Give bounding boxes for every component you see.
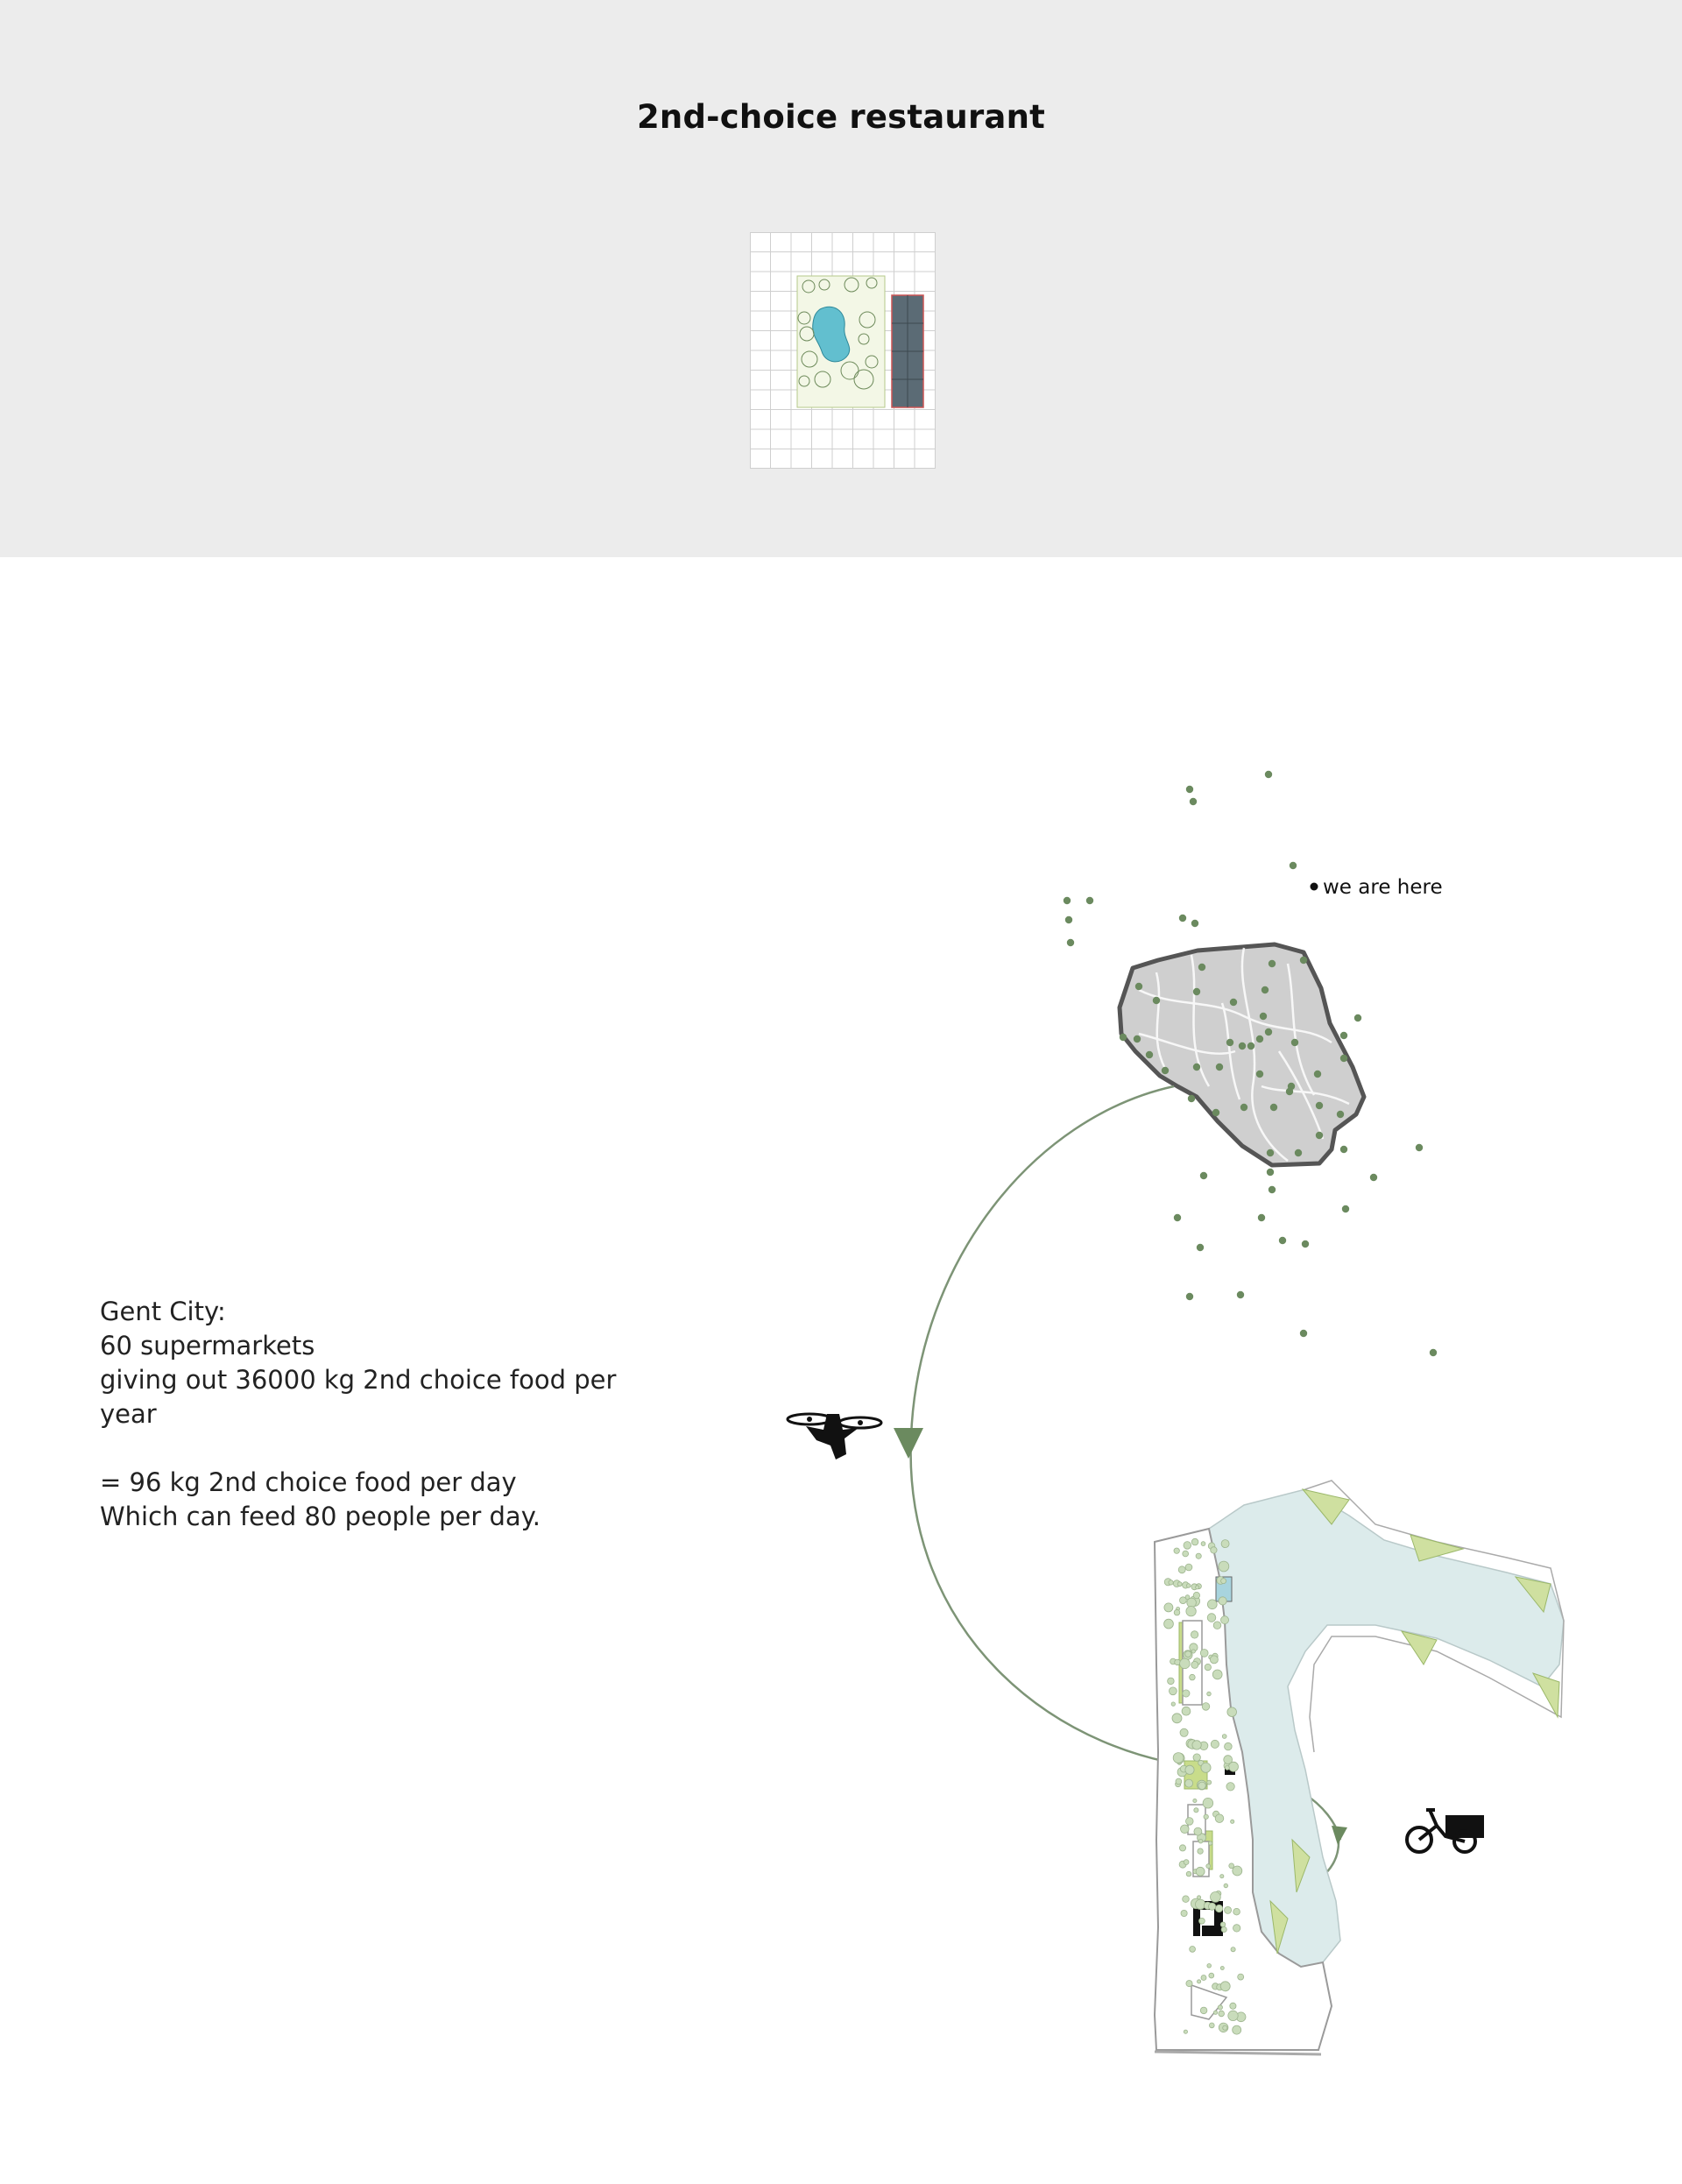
- site-tree: [1186, 1584, 1191, 1588]
- supermarket-dot: [1237, 1291, 1244, 1298]
- supermarket-dot: [1316, 1102, 1323, 1109]
- supermarket-dot: [1265, 771, 1272, 778]
- site-tree: [1191, 1631, 1198, 1638]
- site-tree: [1172, 1714, 1182, 1723]
- supermarket-dot: [1064, 897, 1071, 904]
- site-tree: [1228, 2011, 1238, 2020]
- site-tree: [1196, 1553, 1201, 1558]
- info-line: Gent City:: [100, 1297, 226, 1326]
- supermarket-dot: [1240, 1104, 1247, 1111]
- supermarket-dot: [1265, 1028, 1272, 1035]
- site-tree: [1183, 1896, 1190, 1903]
- site-tree: [1181, 1910, 1187, 1916]
- supermarket-dot: [1256, 1071, 1263, 1078]
- supermarket-dot: [1067, 939, 1074, 946]
- supermarket-dot: [1239, 1043, 1246, 1050]
- site-tree: [1198, 1980, 1201, 1983]
- supermarket-dot: [1198, 964, 1205, 971]
- supermarket-dot: [1267, 1149, 1274, 1156]
- site-tree: [1207, 1600, 1217, 1609]
- site-tree: [1213, 1622, 1221, 1629]
- site-tree: [1211, 1740, 1219, 1748]
- site-tree: [1178, 1566, 1185, 1573]
- grid-site-plan: [750, 232, 936, 469]
- site-tree: [1209, 1973, 1214, 1978]
- we-are-here-label: we are here: [1323, 876, 1443, 899]
- site-tree: [1185, 1564, 1192, 1571]
- site-tree: [1238, 1974, 1244, 1980]
- supermarket-dot: [1258, 1214, 1265, 1221]
- site-tree: [1225, 1742, 1233, 1750]
- supermarket-dot: [1314, 1071, 1321, 1078]
- site-tree: [1207, 1614, 1216, 1622]
- supermarket-dot: [1162, 1067, 1169, 1074]
- site-tree: [1233, 1866, 1242, 1876]
- gent-city-map: [1120, 944, 1364, 1165]
- site-tree: [1196, 1586, 1199, 1589]
- site-tree: [1212, 1670, 1222, 1679]
- site-tree: [1218, 2005, 1222, 2010]
- supermarket-dot: [1247, 1043, 1254, 1050]
- site-tree: [1170, 1687, 1177, 1695]
- site-tree: [1220, 1922, 1226, 1927]
- supermarket-dot: [1193, 988, 1200, 995]
- site-tree: [1226, 1783, 1234, 1791]
- supermarket-dot: [1302, 1240, 1309, 1247]
- supermarket-dot: [1212, 1109, 1219, 1116]
- supermarket-dot: [1291, 1039, 1298, 1046]
- site-tree: [1215, 1814, 1224, 1823]
- site-tree: [1201, 1542, 1205, 1546]
- header-band: [0, 0, 1682, 557]
- supermarket-dot: [1134, 1035, 1141, 1043]
- site-tree: [1184, 1542, 1191, 1550]
- site-tree: [1204, 1814, 1208, 1819]
- site-tree: [1174, 1548, 1179, 1553]
- site-tree: [1219, 1597, 1226, 1605]
- site-tree: [1179, 1845, 1185, 1851]
- site-tree: [1219, 1561, 1229, 1572]
- info-line: 60 supermarkets: [100, 1331, 315, 1361]
- site-tree: [1193, 1592, 1199, 1598]
- page-title: 2nd-choice restaurant: [636, 98, 1045, 136]
- site-tree: [1183, 1690, 1190, 1697]
- supermarket-dot: [1197, 1244, 1204, 1251]
- supermarket-dot: [1191, 920, 1198, 927]
- site-plan: [1155, 1481, 1564, 2054]
- site-tree: [1207, 1692, 1212, 1696]
- site-tree: [1183, 1551, 1189, 1557]
- site-tree: [1194, 1827, 1202, 1835]
- supermarket-dot: [1188, 1095, 1195, 1102]
- info-line: Which can feed 80 people per day.: [100, 1502, 541, 1531]
- site-tree: [1185, 1779, 1193, 1787]
- location-marker-icon: [1311, 883, 1318, 891]
- site-tree: [1182, 1707, 1191, 1715]
- info-line: = 96 kg 2nd choice food per day: [100, 1467, 517, 1497]
- info-line: year: [100, 1399, 157, 1429]
- site-tree: [1191, 1650, 1195, 1653]
- supermarket-dot: [1230, 999, 1237, 1006]
- supermarket-dot: [1153, 997, 1160, 1004]
- site-tree: [1213, 2011, 1217, 2014]
- site-tree: [1231, 1820, 1234, 1823]
- site-tree: [1164, 1603, 1173, 1612]
- drone-icon: [788, 1414, 881, 1460]
- site-tree: [1180, 1728, 1188, 1736]
- site-tree: [1186, 1981, 1192, 1987]
- site-tree: [1203, 1798, 1213, 1808]
- supermarket-dot: [1267, 1169, 1274, 1176]
- site-tree: [1198, 1839, 1203, 1843]
- site-tree: [1201, 1975, 1206, 1981]
- site-tree: [1224, 1884, 1228, 1888]
- site-tree: [1202, 1703, 1210, 1711]
- site-tree: [1184, 1860, 1189, 1865]
- supermarket-dot: [1279, 1237, 1286, 1244]
- supermarket-dot: [1174, 1214, 1181, 1221]
- site-tree: [1164, 1619, 1174, 1629]
- site-tree: [1199, 1918, 1205, 1924]
- site-tree: [1186, 1607, 1196, 1616]
- supermarket-dot: [1430, 1349, 1437, 1356]
- site-tree: [1226, 1766, 1230, 1771]
- site-tree: [1207, 1780, 1212, 1785]
- site-tree: [1221, 1579, 1226, 1584]
- site-tree: [1205, 1664, 1211, 1670]
- info-line: giving out 36000 kg 2nd choice food per: [100, 1365, 617, 1395]
- site-tree: [1201, 1763, 1211, 1772]
- supermarket-dot: [1270, 1104, 1277, 1111]
- site-tree: [1208, 1841, 1212, 1845]
- site-tree: [1198, 1782, 1205, 1789]
- site-tree: [1207, 1964, 1212, 1968]
- supermarket-dot: [1186, 786, 1193, 793]
- site-tree: [1186, 1818, 1194, 1826]
- supermarket-dot: [1290, 862, 1297, 869]
- site-tree: [1211, 1892, 1221, 1903]
- site-tree: [1180, 1597, 1187, 1604]
- site-tree: [1200, 1650, 1208, 1657]
- site-tree: [1168, 1678, 1175, 1685]
- site-tree: [1193, 1754, 1200, 1761]
- supermarket-dot: [1200, 1172, 1207, 1179]
- site-tree: [1192, 1741, 1201, 1749]
- supermarket-dot: [1226, 1039, 1233, 1046]
- arrowhead-icon: [894, 1428, 923, 1459]
- site-tree: [1200, 2007, 1207, 2014]
- supermarket-dot: [1260, 1013, 1267, 1020]
- site-tree: [1215, 1905, 1222, 1912]
- supermarket-dot: [1193, 1064, 1200, 1071]
- site-tree: [1206, 1864, 1211, 1869]
- supermarket-dot: [1179, 915, 1186, 922]
- site-tree: [1221, 1616, 1229, 1624]
- supermarket-dot: [1135, 983, 1142, 990]
- supermarket-dot: [1120, 1034, 1127, 1041]
- supermarket-dot: [1269, 1186, 1276, 1193]
- supermarket-dot: [1216, 1064, 1223, 1071]
- site-tree: [1190, 1674, 1196, 1680]
- cargo-bike-icon: [1407, 1810, 1484, 1852]
- site-tree: [1221, 1926, 1226, 1932]
- site-tree: [1210, 1656, 1218, 1664]
- site-water: [1209, 1489, 1564, 1967]
- site-tree: [1193, 1799, 1197, 1802]
- food-flow-diagram: [0, 557, 1682, 2184]
- supermarket-dot: [1256, 1035, 1263, 1043]
- site-tree: [1181, 1825, 1190, 1834]
- site-tree: [1220, 1967, 1224, 1970]
- supermarket-dot: [1416, 1144, 1423, 1151]
- site-tree: [1169, 1580, 1173, 1585]
- site-tree: [1223, 2025, 1227, 2030]
- site-tree: [1209, 2023, 1214, 2028]
- site-tree: [1185, 1765, 1194, 1774]
- site-tree: [1191, 1538, 1198, 1545]
- site-tree: [1233, 1925, 1240, 1932]
- site-tree: [1184, 2030, 1187, 2033]
- site-tree: [1209, 1903, 1216, 1910]
- site-tree: [1211, 1547, 1217, 1553]
- site-tree: [1219, 2011, 1225, 2017]
- site-tree: [1176, 1778, 1182, 1785]
- site-tree: [1221, 1540, 1229, 1548]
- supermarket-dot: [1340, 1032, 1347, 1039]
- supermarket-dot: [1286, 1088, 1293, 1095]
- supermarket-dot: [1337, 1111, 1344, 1118]
- site-tree: [1171, 1702, 1175, 1706]
- site-tree: [1173, 1753, 1184, 1763]
- site-tree: [1231, 1947, 1235, 1952]
- site-tree: [1220, 1982, 1230, 1991]
- site-tree: [1194, 1808, 1198, 1813]
- site-tree: [1191, 1661, 1198, 1668]
- site-tree: [1220, 1875, 1224, 1878]
- site-tree: [1185, 1651, 1191, 1657]
- supermarket-dot: [1300, 957, 1307, 964]
- site-tree: [1174, 1609, 1180, 1615]
- site-tree: [1233, 2025, 1241, 2034]
- site-tree: [1186, 1871, 1191, 1877]
- supermarket-dot: [1316, 1132, 1323, 1139]
- site-tree: [1222, 1735, 1226, 1739]
- supermarket-dot: [1262, 986, 1269, 993]
- site-tree: [1224, 1756, 1233, 1764]
- supermarket-dot: [1065, 916, 1072, 923]
- supermarket-dot: [1190, 798, 1197, 805]
- supermarket-dot: [1342, 1205, 1349, 1212]
- supermarket-dot: [1186, 1293, 1193, 1300]
- site-tree: [1190, 1947, 1196, 1953]
- site-tree: [1198, 1896, 1201, 1899]
- site-tree: [1230, 2003, 1236, 2009]
- supermarket-dot: [1295, 1149, 1302, 1156]
- supermarket-dot: [1086, 897, 1093, 904]
- supermarket-dot: [1300, 1330, 1307, 1337]
- site-tree: [1233, 1908, 1240, 1915]
- site-tree: [1227, 1707, 1237, 1717]
- supermarket-dot: [1340, 1055, 1347, 1062]
- supermarket-dot: [1269, 960, 1276, 967]
- site-tree: [1198, 1848, 1203, 1854]
- site-tree: [1196, 1867, 1205, 1876]
- supermarket-dot: [1340, 1146, 1347, 1153]
- supermarket-dot: [1146, 1051, 1153, 1058]
- supermarket-dot: [1354, 1014, 1361, 1021]
- supermarket-dot: [1370, 1174, 1377, 1181]
- site-tree: [1177, 1582, 1182, 1587]
- site-tree: [1180, 1658, 1191, 1669]
- site-tree: [1225, 1906, 1232, 1913]
